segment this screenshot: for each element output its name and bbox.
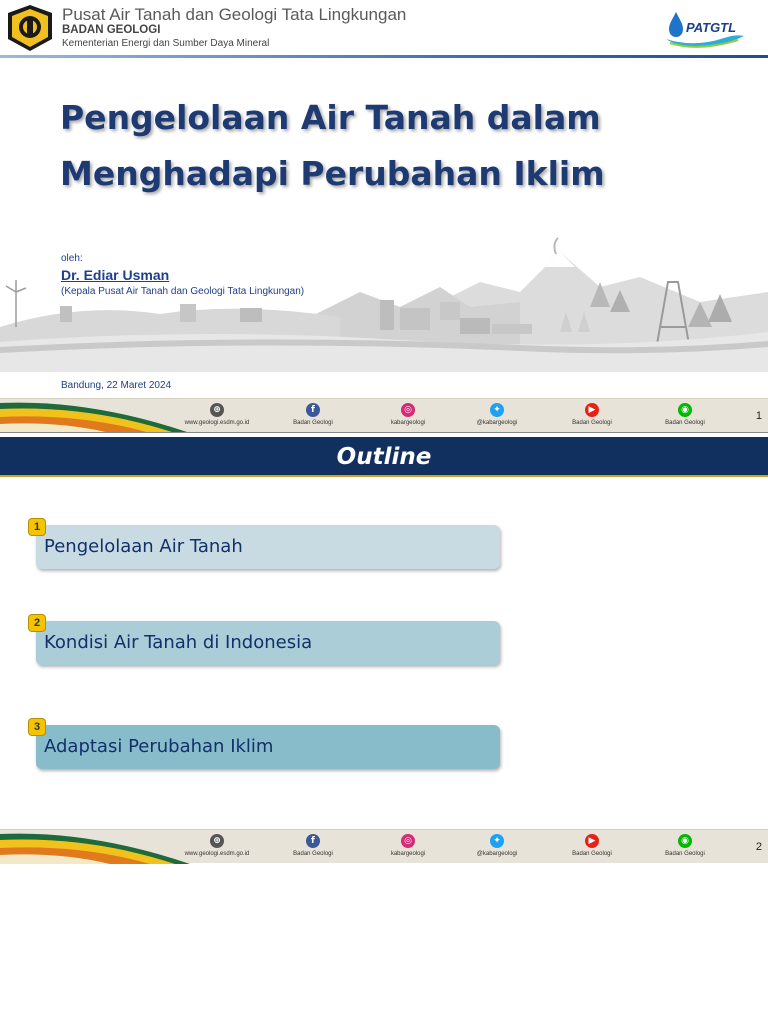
facebook-icon: f — [306, 403, 320, 417]
page-number: 2 — [755, 841, 762, 853]
author-role: (Kepala Pusat Air Tanah dan Geologi Tata Lingkungan) — [61, 286, 305, 297]
footer-link-line[interactable]: ◉ Badan Geologi — [665, 405, 705, 426]
slide-title-text — [60, 90, 740, 202]
footer-link-instagram[interactable]: ◎ kabargeologi — [390, 836, 426, 857]
outline-item-3[interactable] — [33, 721, 500, 769]
esdm-emblem-icon — [4, 3, 56, 53]
outline-item-1[interactable] — [33, 521, 500, 569]
slide-footer — [0, 398, 768, 432]
outline-title: Outline — [336, 444, 432, 470]
slide-header — [0, 0, 768, 56]
item-number-badge: 2 — [28, 614, 46, 632]
title-line-1: Pengelolaan Air Tanah dalam — [60, 98, 601, 137]
page-number: 1 — [755, 410, 762, 422]
outline-item-label: Kondisi Air Tanah di Indonesia — [44, 632, 313, 653]
org-title: Pusat Air Tanah dan Geologi Tata Lingkungan — [62, 5, 407, 24]
by-label: oleh: — [61, 253, 83, 264]
item-number-badge: 1 — [28, 518, 46, 536]
slide-footer — [0, 829, 768, 863]
twitter-icon: ✦ — [490, 403, 504, 417]
twitter-icon: ✦ — [490, 834, 504, 848]
slide-title — [0, 0, 768, 432]
footer-swoosh — [0, 830, 190, 864]
patgtl-logo — [664, 8, 746, 50]
outline-item-label: Pengelolaan Air Tanah — [44, 536, 243, 557]
footer-link-youtube[interactable]: ▶ Badan Geologi — [572, 405, 612, 426]
author-name: Dr. Ediar Usman — [61, 267, 170, 283]
slide-outline — [0, 432, 768, 864]
youtube-icon: ▶ — [585, 403, 599, 417]
footer-link-facebook[interactable]: f Badan Geologi — [293, 405, 333, 426]
line-icon: ◉ — [678, 403, 692, 417]
footer-link-twitter[interactable]: ✦ @kabargeologi — [476, 405, 518, 426]
landscape-illustration — [0, 232, 768, 372]
line-icon: ◉ — [678, 834, 692, 848]
outline-header-bar — [0, 437, 768, 477]
patgtl-logo-text: PATGTL — [686, 20, 737, 35]
footer-link-youtube[interactable]: ▶ Badan Geologi — [572, 836, 612, 857]
org-ministry: Kementerian Energi dan Sumber Daya Mineral — [62, 38, 270, 49]
globe-icon: ⊕ — [210, 403, 224, 417]
footer-link-facebook[interactable]: f Badan Geologi — [293, 836, 333, 857]
footer-link-website[interactable]: ⊕ www.geologi.esdm.go.id — [184, 836, 250, 857]
footer-link-twitter[interactable]: ✦ @kabargeologi — [476, 836, 518, 857]
footer-link-website[interactable]: ⊕ www.geologi.esdm.go.id — [184, 405, 250, 426]
title-line-2: Menghadapi Perubahan Iklim — [60, 154, 605, 193]
facebook-icon: f — [306, 834, 320, 848]
water-drop-icon — [664, 8, 746, 50]
item-number-badge: 3 — [28, 718, 46, 736]
outline-item-label: Adaptasi Perubahan Iklim — [44, 736, 274, 757]
header-divider — [0, 55, 768, 58]
instagram-icon: ◎ — [401, 834, 415, 848]
footer-swoosh — [0, 399, 190, 432]
youtube-icon: ▶ — [585, 834, 599, 848]
globe-icon: ⊕ — [210, 834, 224, 848]
footer-link-instagram[interactable]: ◎ kabargeologi — [390, 405, 426, 426]
org-agency: BADAN GEOLOGI — [62, 24, 161, 36]
instagram-icon: ◎ — [401, 403, 415, 417]
presentation-date: Bandung, 22 Maret 2024 — [61, 380, 172, 391]
outline-item-2[interactable] — [33, 617, 500, 665]
footer-link-line[interactable]: ◉ Badan Geologi — [665, 836, 705, 857]
